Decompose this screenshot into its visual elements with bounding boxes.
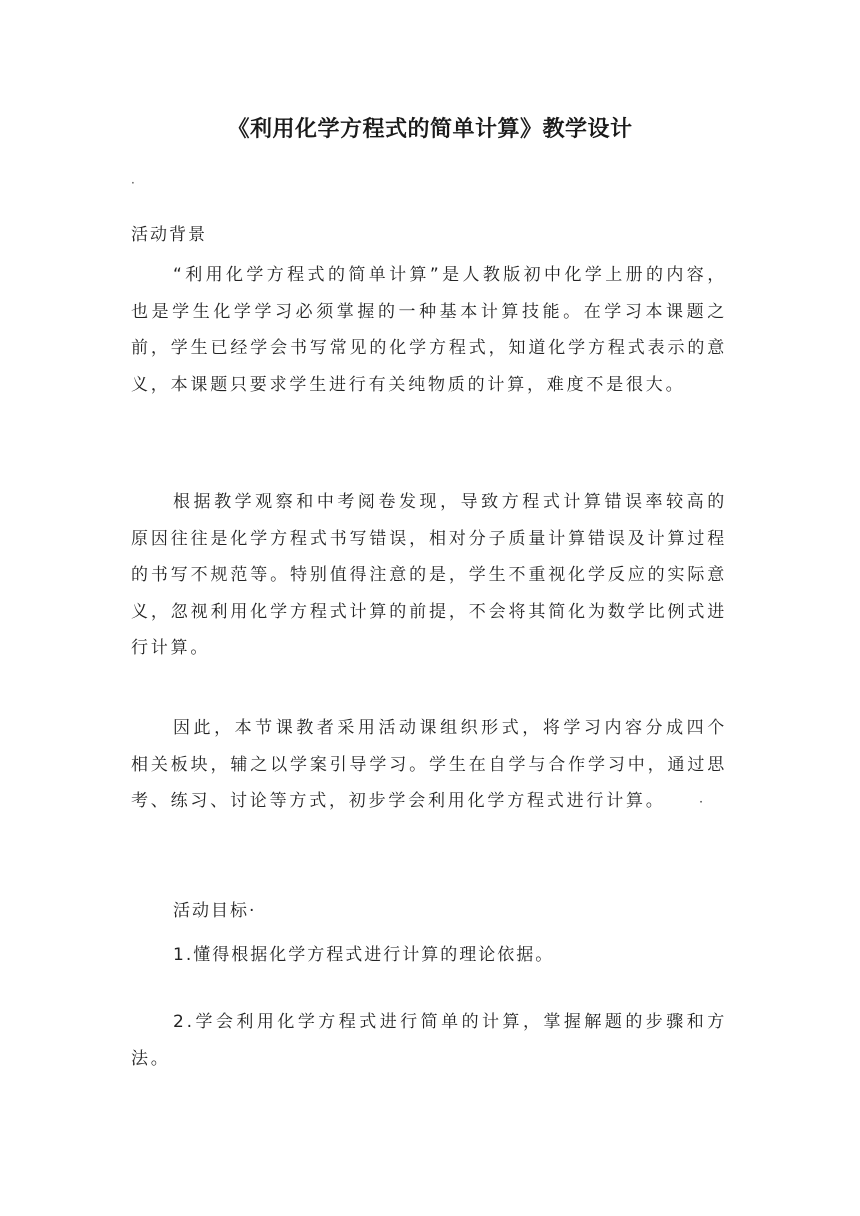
section-heading-background: 活动背景 <box>131 225 207 245</box>
section-heading-goals: 活动目标· <box>173 901 257 921</box>
background-paragraph-3 <box>131 710 727 821</box>
trailing-dot: · <box>699 795 706 810</box>
goal-item-1: 1.懂得根据化学方程式进行计算的理论依据。 <box>173 945 555 965</box>
goal-item-2: 2.学会利用化学方程式进行简单的计算，掌握解题的步骤和方法。 <box>131 1012 727 1069</box>
document-title: 《利用化学方程式的简单计算》教学设计 <box>227 117 633 142</box>
background-paragraph-3-text: 因此，本节课教者采用活动课组织形式，将学习内容分成四个相关板块，辅之以学案引导学习。学生在自学与合作学习中，通过思考、练习、讨论等方式，初步学会利用化学方程式进行计算。 <box>131 718 727 812</box>
dot-mark: · <box>131 176 135 190</box>
background-paragraph-2: 根据教学观察和中考阅卷发现，导致方程式计算错误率较高的原因往往是化学方程式书写错误，相对分子质量计算错误及计算过程的书写不规范等。特别值得注意的是，学生不重视化学反应的实际意义，忽视利用化学方程式计算的前提，不会将其简化为数学比例式进行计算。 <box>131 492 727 659</box>
background-paragraph-1: “利用化学方程式的简单计算”是人教版初中化学上册的内容，也是学生化学学习必须掌握的一种基本计算技能。在学习本课题之前，学生已经学会书写常见的化学方程式，知道化学方程式表示的意义，本课题只要求学生进行有关纯物质的计算，难度不是很大。 <box>131 265 727 395</box>
